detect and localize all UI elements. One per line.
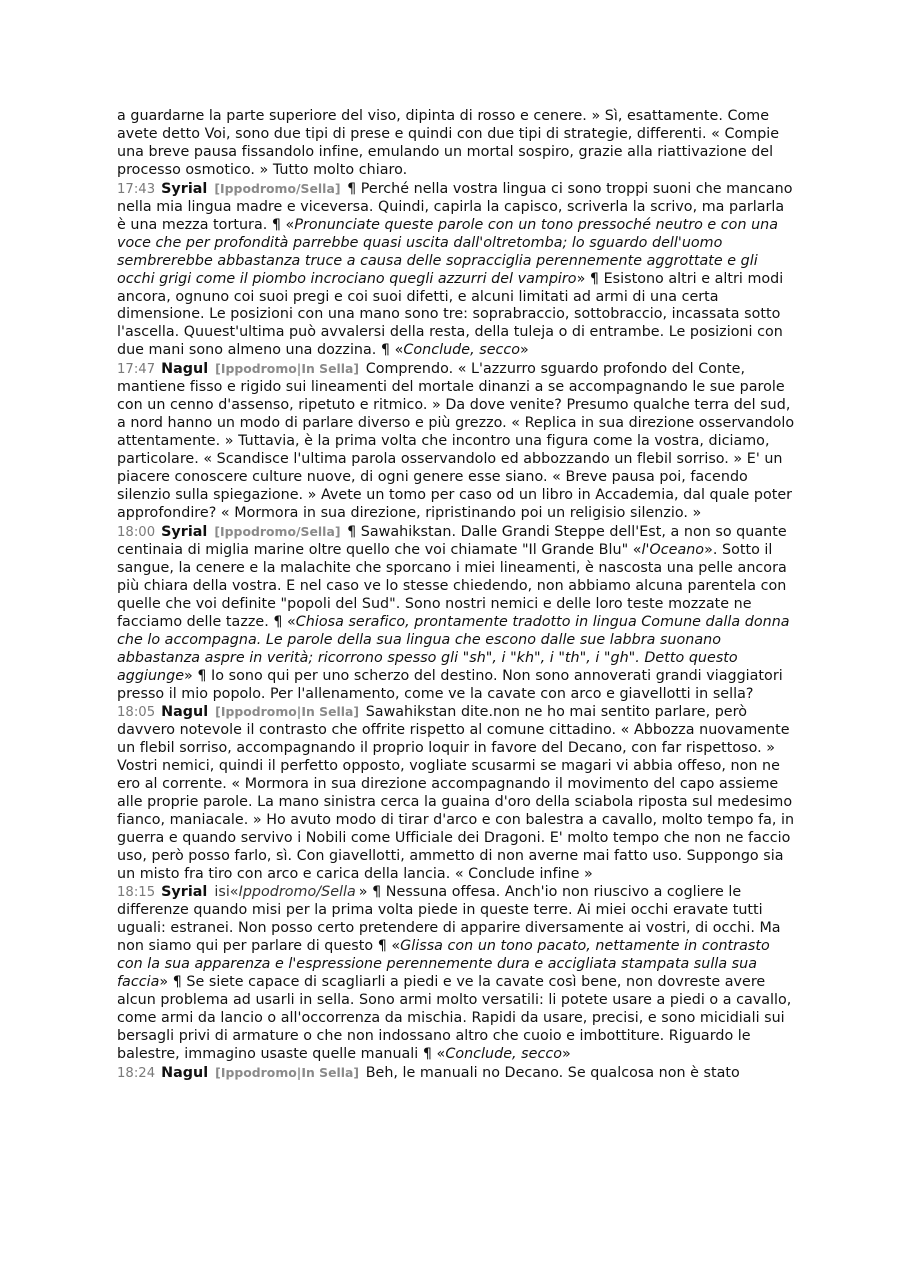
log-entry <box>117 523 797 704</box>
log-entry <box>117 180 797 361</box>
log-entry <box>117 1064 797 1083</box>
log-entry <box>117 703 797 884</box>
entry-text: » ¶ Se siete capace di scagliarli a piedi e ve la cavate così bene, non dovreste avere alcun problema ad usarli in sella. Sono armi molto versatili: li potete usare a piedi o a cavallo, come armi da lancio o all'occorrenza da mischia. Rapidi da usare, precisi, e sono micidiali sui bersagli privi di armature o che non indossano altro che cuoio e imbottiture. Riguardo le balestre, immagino usaste quelle manuali ¶ « <box>117 973 792 1062</box>
speaker-name: Nagul <box>161 704 209 721</box>
action-text: Pronunciate queste parole con un tono pressoché neutro e con una voce che per profondità parrebbe quasi uscita dall'oltretomba; lo sguardo dell'uomo sembrerebbe abbastanza truce a causa delle sopracciglia perennemente aggrottate e gli occhi grigi come il piombo incrociano quegli azzurri del vampiro <box>117 216 779 287</box>
entry-text: ». Sotto il sangue, la cenere e la malachite che sporcano i miei lineamenti, è nascosta una pelle ancora più chiara della vostra. E nel caso ve lo stesse chiedendo, non abbiamo alcuna parentela con quelle che voi definite "popoli del Sud". Sono nostri nemici e delle loro teste mozzate ne facciamo delle tazze. ¶ « <box>117 541 787 630</box>
speaker-name: Nagul <box>161 1064 209 1081</box>
log-entry <box>117 884 797 1064</box>
action-text: Glissa con un tono pacato, nettamente in contrasto con la sua apparenza e l'espressione perennemente dura e accigliata stampata sulla sua faccia <box>117 937 770 990</box>
location-tag: [Ippodromo/Sella] <box>214 523 341 539</box>
entry-text: » ¶ Esistono altri e altri modi ancora, ognuno coi suoi pregi e coi suoi difetti, e alcuni limitati ad armi di una certa dimensione. Le posizioni con una mano sono tre: soprabraccio, sottobraccio, incassata sotto l'ascella. Quuest'ultima può avvalersi della resta, della tuleja o di entrambe. Le posizioni con due mani sono almeno una dozzina. ¶ « <box>117 270 784 359</box>
entry-text: » ¶ Io sono qui per uno scherzo del destino. Non sono annoverati grandi viaggiatori presso il mio popolo. Per l'allenamento, come ve la cavate con arco e giavellotti in sella? <box>117 667 783 702</box>
entry-text: ¶ Perché nella vostra lingua ci sono troppi suoni che mancano nella mia lingua madre e viceversa. Quindi, capirla la capisco, scriverla la scrivo, ma parlarla è una mezza tortura. ¶ « <box>117 180 793 233</box>
timestamp: 17:47 <box>117 362 156 378</box>
entry-text: ¶ Sawahikstan. Dalle Grandi Steppe dell'Est, a non so quante centinaia di miglia marine oltre quello che voi chiamate "Il Grande Blu" « <box>117 523 787 558</box>
entry-text: » <box>561 1045 571 1062</box>
speaker-name: Nagul <box>161 361 209 378</box>
action-text: Conclude, secco <box>403 342 521 359</box>
speaker-name: Syrial <box>161 883 208 900</box>
timestamp: 18:05 <box>117 705 156 721</box>
action-text: l'Oceano <box>641 541 705 558</box>
action-text: Chiosa serafico, prontamente tradotto in lingua Comune dalla donna che lo accompagna. Le parole della sua lingua che escono dalle sue labbra suonano abbastanza aspre in verità; ricorrono spesso gli "sh", i "kh", i "th", i "gh". Detto questo aggiunge <box>117 613 790 684</box>
speaker-name: Syrial <box>161 523 208 540</box>
entry-text: a guardarne la parte superiore del viso, dipinta di rosso e cenere. » Sì, esattamente. Come avete detto Voi, sono due tipi di prese e quindi con due tipi di strategie, differenti. « Compie una breve pausa fissandolo infine, emulando un mortal sospiro, grazie alla riattivazione del processo osmotico. » Tutto molto chiaro. <box>117 108 780 178</box>
location-tag: [Ippodromo|In Sella] <box>215 704 360 720</box>
entry-text: » <box>520 342 529 359</box>
log-entry <box>117 360 797 523</box>
log-continuation <box>117 108 797 180</box>
speaker-name: Syrial <box>161 180 208 197</box>
entry-text: Sawahikstan dite.non ne ho mai sentito parlare, però davvero notevole il contrasto che offrite rispetto al comune cittadino. « Abbozza nuovamente un flebil sorriso, accompagnando il proprio loquir in favore del Decano, con far rispettoso. » Vostri nemici, quindi il perfetto opposto, vogliate scusarmi se magari vi abbia offeso, non ne ero al corrente. « Mormora in sua direzione accompagnando il movimento del capo assieme alle proprie parole. La mano sinistra cerca la guaina d'oro della sciabola riposta sul medesimo fianco, maniacale. » Ho avuto modo di tirar d'arco e con balestra a cavallo, molto tempo fa, in guerra e quando servivo i Nobili come Ufficiale dei Dragoni. E' molto tempo che non ne faccio uso, però posso farlo, sì. Con giavellotti, ammetto di non averne mai fatto uso. Suppongo sia un misto fra tiro con arco e carica della lancia. « Conclude infine » <box>117 704 795 883</box>
timestamp: 18:15 <box>117 884 156 900</box>
chat-log-page <box>117 108 797 1082</box>
location-tag: [Ippodromo/Sella] <box>214 180 341 196</box>
entry-text: Beh, le manuali no Decano. Se qualcosa non è stato <box>365 1064 740 1081</box>
entry-text: Comprendo. « L'azzurro sguardo profondo del Conte, mantiene fisso e rigido sui lineamenti del mortale dinanzi a se accompagnando le sue parole con un cenno d'assenso, ripetuto e ritmico. » Da dove venite? Presumo qualche terra del sud, a nord hanno un modo di parlare diverso e più grezzo. « Replica in sua direzione osservandolo attentamente. » Tuttavia, è la prima volta che incontro una figura come la vostra, diciamo, particolare. « Scandisce l'ultima parola osservandolo ed abbozzando un flebil sorriso. » E' un piacere conoscere culture nuove, di ogni genere esse siano. « Breve pausa poi, facendo silenzio sulla spiegazione. » Avete un tomo per caso od un libro in Accademia, dal quale poter approfondire? « Mormora in sua direzione, ripristinando poi un religisio silenzio. » <box>117 361 795 521</box>
location-tag: isi«Ippodromo/Sella <box>214 883 356 900</box>
location-tag: [Ippodromo|In Sella] <box>215 361 360 377</box>
location-italic: Ippodromo/Sella <box>238 883 356 900</box>
location-tag: [Ippodromo|In Sella] <box>215 1064 360 1080</box>
action-text: Conclude, secco <box>445 1045 562 1062</box>
timestamp: 18:24 <box>117 1065 156 1081</box>
entry-text: » ¶ Nessuna offesa. Anch'io non riuscivo a cogliere le differenze quando misi per la prima volta piede in queste terre. Ai miei occhi eravate tutti uguali: estranei. Non posso certo pretendere di apparire diversamente ai vostri, di occhi. Ma non siamo qui per parlare di questo ¶ « <box>117 883 781 954</box>
timestamp: 17:43 <box>117 181 156 197</box>
timestamp: 18:00 <box>117 524 156 540</box>
